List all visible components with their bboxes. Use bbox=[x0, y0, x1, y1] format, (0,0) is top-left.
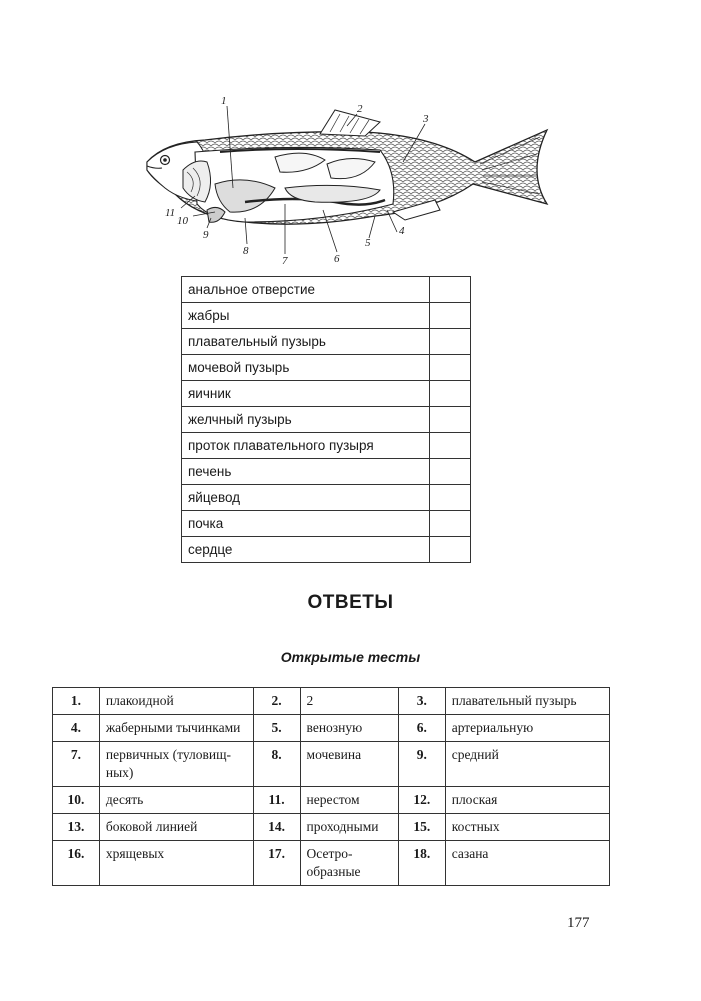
table-row bbox=[182, 537, 471, 563]
answer-number: 16. bbox=[53, 841, 100, 886]
figure-label: 6 bbox=[334, 253, 340, 265]
section-subheading: Открытые тесты bbox=[280, 649, 421, 665]
answer-text: Осетро-образные bbox=[300, 841, 398, 886]
figure-label: 4 bbox=[399, 225, 405, 237]
table-row bbox=[182, 277, 471, 303]
table-row bbox=[53, 841, 610, 886]
figure-label: 1 bbox=[221, 95, 227, 107]
answer-cell bbox=[430, 485, 471, 511]
answer-number: 12. bbox=[398, 787, 445, 814]
answer-text: плоская bbox=[445, 787, 609, 814]
table-row bbox=[182, 511, 471, 537]
figure-label: 7 bbox=[282, 255, 288, 267]
answer-number: 11. bbox=[253, 787, 300, 814]
answer-text: первичных (туловищ-ных) bbox=[99, 742, 253, 787]
organ-name: плавательный пузырь bbox=[182, 329, 430, 355]
answer-text: нерестом bbox=[300, 787, 398, 814]
answer-cell bbox=[430, 355, 471, 381]
answers-table bbox=[52, 687, 610, 886]
answer-number: 3. bbox=[398, 688, 445, 715]
organ-name: яйцевод bbox=[182, 485, 430, 511]
answer-text: венозную bbox=[300, 715, 398, 742]
answer-text: мочевина bbox=[300, 742, 398, 787]
figure-label: 3 bbox=[423, 113, 429, 125]
answer-text: боковой линией bbox=[99, 814, 253, 841]
figure-label: 5 bbox=[365, 237, 371, 249]
answer-number: 17. bbox=[253, 841, 300, 886]
figure-label: 11 bbox=[165, 207, 176, 219]
answer-number: 9. bbox=[398, 742, 445, 787]
answer-number: 15. bbox=[398, 814, 445, 841]
table-row bbox=[53, 814, 610, 841]
answer-text: хрящевых bbox=[99, 841, 253, 886]
answer-text: проходными bbox=[300, 814, 398, 841]
organ-matching-table bbox=[181, 276, 471, 563]
answer-text: сазана bbox=[445, 841, 609, 886]
answer-number: 5. bbox=[253, 715, 300, 742]
organ-name: анальное отверстие bbox=[182, 277, 430, 303]
answer-number: 13. bbox=[53, 814, 100, 841]
answer-cell bbox=[430, 459, 471, 485]
organ-name: печень bbox=[182, 459, 430, 485]
table-row bbox=[53, 742, 610, 787]
organ-name: почка bbox=[182, 511, 430, 537]
table-row bbox=[182, 459, 471, 485]
answer-text: жаберными тычинками bbox=[99, 715, 253, 742]
table-row bbox=[53, 715, 610, 742]
answer-text: плакоидной bbox=[99, 688, 253, 715]
table-row bbox=[182, 355, 471, 381]
table-row bbox=[182, 329, 471, 355]
figure-label: 10 bbox=[177, 215, 188, 227]
answer-number: 7. bbox=[53, 742, 100, 787]
answer-number: 10. bbox=[53, 787, 100, 814]
figure-label: 2 bbox=[357, 103, 363, 115]
table-row bbox=[182, 407, 471, 433]
table-row bbox=[53, 787, 610, 814]
page-number: 177 bbox=[567, 915, 590, 931]
organ-name: желчный пузырь bbox=[182, 407, 430, 433]
answer-number: 1. bbox=[53, 688, 100, 715]
answer-cell bbox=[430, 329, 471, 355]
answer-cell bbox=[430, 277, 471, 303]
answer-number: 18. bbox=[398, 841, 445, 886]
table-row bbox=[182, 485, 471, 511]
answer-cell bbox=[430, 511, 471, 537]
organ-name: проток плавательного пузыря bbox=[182, 433, 430, 459]
table-row bbox=[182, 433, 471, 459]
heart bbox=[207, 207, 225, 222]
fish-drawing bbox=[135, 92, 555, 272]
answer-number: 2. bbox=[253, 688, 300, 715]
answer-text: десять bbox=[99, 787, 253, 814]
answer-cell bbox=[430, 537, 471, 563]
answer-text: плавательный пузырь bbox=[445, 688, 609, 715]
table-row bbox=[53, 688, 610, 715]
answer-text: костных bbox=[445, 814, 609, 841]
organ-name: жабры bbox=[182, 303, 430, 329]
answer-text: артериальную bbox=[445, 715, 609, 742]
section-heading: ОТВЕТЫ bbox=[307, 592, 394, 613]
organ-name: яичник bbox=[182, 381, 430, 407]
answer-cell bbox=[430, 303, 471, 329]
answer-number: 8. bbox=[253, 742, 300, 787]
organ-name: мочевой пузырь bbox=[182, 355, 430, 381]
figure-label: 8 bbox=[243, 245, 249, 257]
answer-number: 4. bbox=[53, 715, 100, 742]
organ-name: сердце bbox=[182, 537, 430, 563]
answer-cell bbox=[430, 407, 471, 433]
answer-number: 14. bbox=[253, 814, 300, 841]
answer-number: 6. bbox=[398, 715, 445, 742]
table-row bbox=[182, 303, 471, 329]
figure-label: 9 bbox=[203, 229, 209, 241]
answer-text: средний bbox=[445, 742, 609, 787]
answer-cell bbox=[430, 381, 471, 407]
fish-anatomy-figure bbox=[135, 92, 555, 272]
table-row bbox=[182, 381, 471, 407]
answer-text: 2 bbox=[300, 688, 398, 715]
answer-cell bbox=[430, 433, 471, 459]
